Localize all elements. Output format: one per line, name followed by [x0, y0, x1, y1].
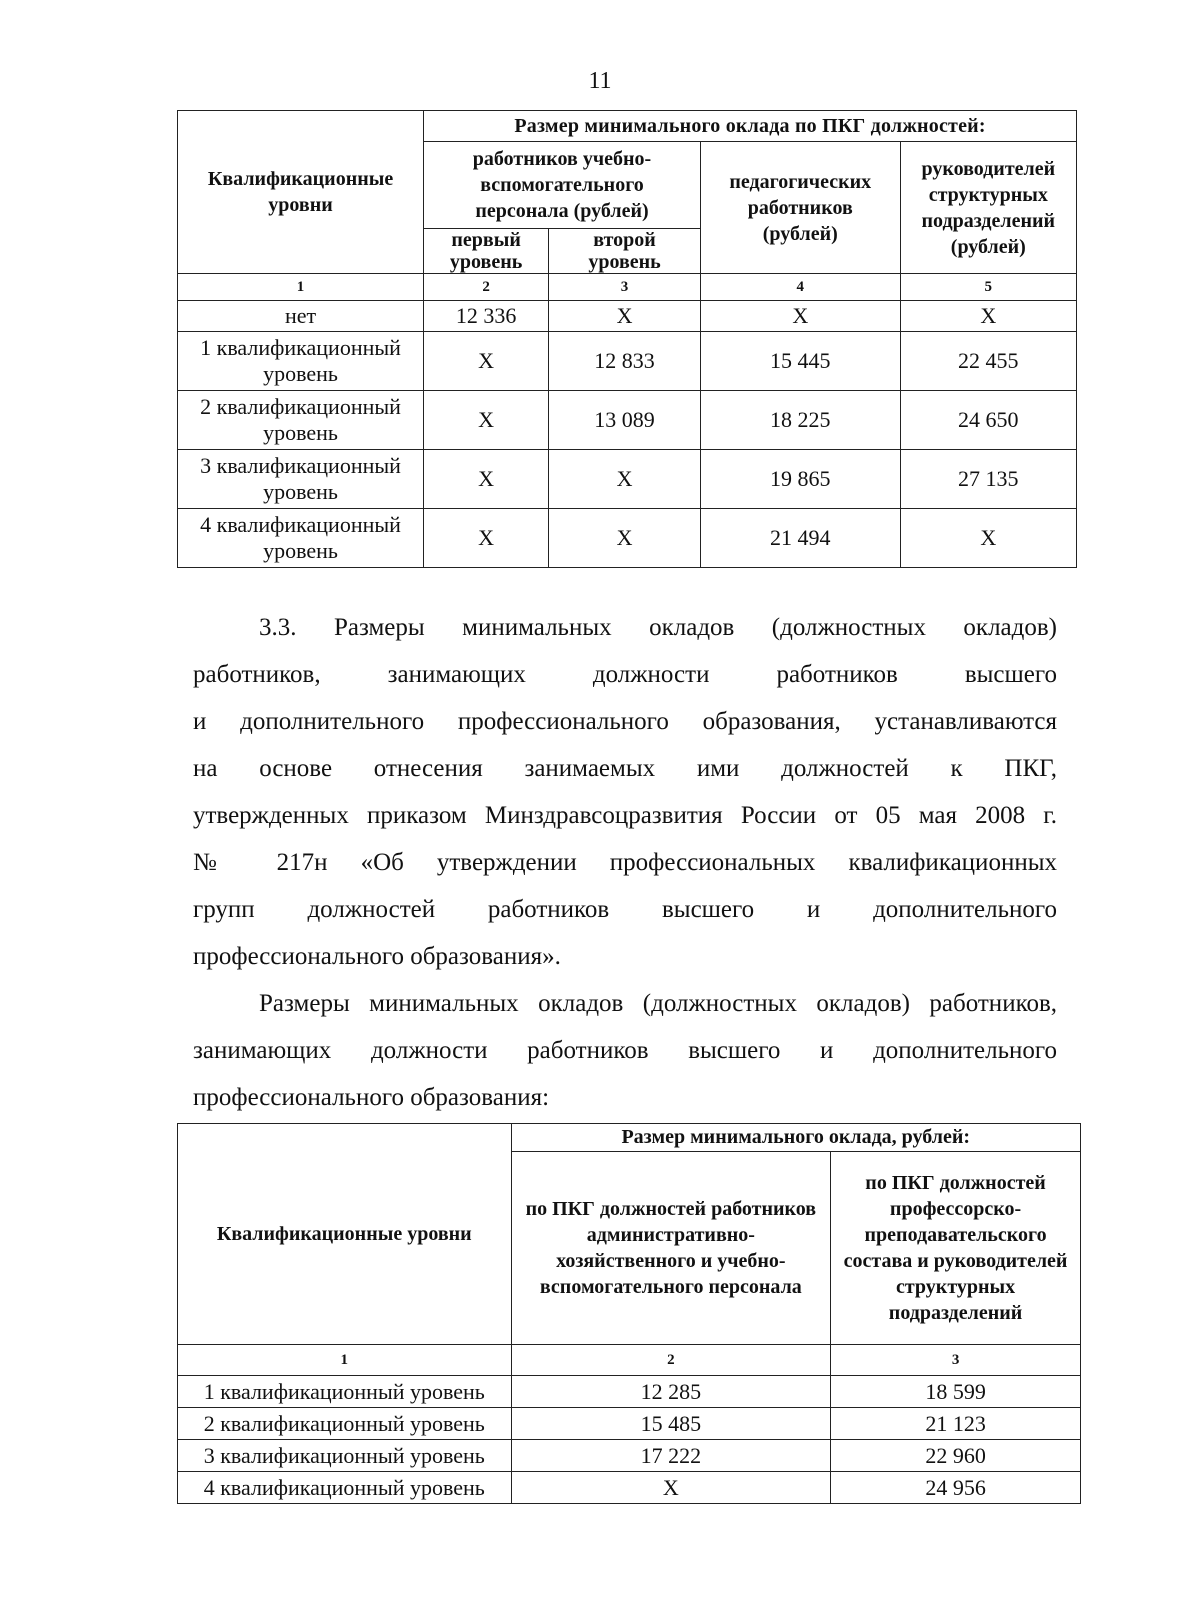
row-label: 4 квалификационный уровень — [178, 509, 424, 568]
header-second-level: второй уровень — [549, 229, 701, 274]
text-line: занимающих должности работников высшего и дополнительного — [193, 1037, 1057, 1064]
table-row — [178, 1408, 1081, 1440]
header-faculty: по ПКГ должностей профессорско-преподавательского состава и руководителей структурных подразделений — [831, 1152, 1081, 1345]
cell-value: Х — [511, 1472, 831, 1504]
text-line: работников, занимающих должности работников высшего — [193, 661, 1057, 688]
cell-value: 22 960 — [831, 1440, 1081, 1472]
row-label: 4 квалификационный уровень — [178, 1472, 512, 1504]
table-row — [178, 1376, 1081, 1408]
cell-value: Х — [424, 332, 549, 391]
text-line: 3.3. Размеры минимальных окладов (должностных окладов) — [259, 614, 1057, 641]
table-row — [178, 301, 1077, 332]
table-row — [178, 450, 1077, 509]
cell-value: 24 650 — [900, 391, 1076, 450]
salary-table-higher-education — [177, 1123, 1081, 1504]
cell-value: Х — [424, 509, 549, 568]
text-line: групп должностей работников высшего и дополнительного — [193, 896, 1057, 923]
cell-value: Х — [700, 301, 900, 332]
cell-value: 13 089 — [549, 391, 701, 450]
cell-value: Х — [900, 301, 1076, 332]
table-row — [178, 1472, 1081, 1504]
row-label: 1 квалификационный уровень — [178, 332, 424, 391]
header-first-level: первый уровень — [424, 229, 549, 274]
column-number: 2 — [511, 1345, 831, 1376]
cell-value: 18 599 — [831, 1376, 1081, 1408]
row-label: 1 квалификационный уровень — [178, 1376, 512, 1408]
cell-value: 21 494 — [700, 509, 900, 568]
cell-value: Х — [549, 450, 701, 509]
cell-value: Х — [424, 391, 549, 450]
text-line: на основе отнесения занимаемых ими должностей к ПКГ, — [193, 755, 1057, 782]
cell-value: 18 225 — [700, 391, 900, 450]
cell-value: 12 285 — [511, 1376, 831, 1408]
text-line: профессионального образования». — [193, 943, 561, 970]
cell-value: 24 956 — [831, 1472, 1081, 1504]
column-number: 3 — [549, 274, 701, 301]
column-number: 1 — [178, 274, 424, 301]
column-number: 1 — [178, 1345, 512, 1376]
header-heads: руководителей структурных подразделений (рублей) — [900, 142, 1076, 274]
table-row — [178, 509, 1077, 568]
salary-table-support-staff — [177, 110, 1077, 568]
cell-value: Х — [549, 509, 701, 568]
cell-value: 12 336 — [424, 301, 549, 332]
cell-value: 22 455 — [900, 332, 1076, 391]
row-label: 3 квалификационный уровень — [178, 450, 424, 509]
header-main: Размер минимального оклада, рублей: — [511, 1124, 1080, 1152]
table-row — [178, 332, 1077, 391]
page-number: 11 — [588, 68, 612, 94]
table-row — [178, 391, 1077, 450]
header-main: Размер минимального оклада по ПКГ должностей: — [424, 111, 1077, 142]
text-line: и дополнительного профессионального образования, устанавливаются — [193, 708, 1057, 735]
text-line: Размеры минимальных окладов (должностных окладов) работников, — [259, 990, 1057, 1017]
column-number: 3 — [831, 1345, 1081, 1376]
header-levels: Квалификационные уровни — [178, 1124, 512, 1345]
table-row — [178, 1440, 1081, 1472]
cell-value: 12 833 — [549, 332, 701, 391]
cell-value: 19 865 — [700, 450, 900, 509]
cell-value: Х — [900, 509, 1076, 568]
cell-value: 21 123 — [831, 1408, 1081, 1440]
cell-value: Х — [549, 301, 701, 332]
header-support-staff: работников учебно-вспомогательного персонала (рублей) — [424, 142, 701, 229]
cell-value: 15 485 — [511, 1408, 831, 1440]
row-label: нет — [178, 301, 424, 332]
row-label: 3 квалификационный уровень — [178, 1440, 512, 1472]
cell-value: Х — [424, 450, 549, 509]
text-line: № 217н «Об утверждении профессиональных квалификационных — [193, 849, 1057, 876]
text-line: утвержденных приказом Минздравсоцразвития России от 05 мая 2008 г. — [193, 802, 1057, 829]
header-levels: Квалификационные уровни — [178, 111, 424, 274]
cell-value: 15 445 — [700, 332, 900, 391]
cell-value: 27 135 — [900, 450, 1076, 509]
row-label: 2 квалификационный уровень — [178, 391, 424, 450]
text-line: профессионального образования: — [193, 1084, 550, 1111]
header-pedagogic: педагогических работников (рублей) — [700, 142, 900, 274]
row-label: 2 квалификационный уровень — [178, 1408, 512, 1440]
column-number: 4 — [700, 274, 900, 301]
column-number: 5 — [900, 274, 1076, 301]
cell-value: 17 222 — [511, 1440, 831, 1472]
column-number: 2 — [424, 274, 549, 301]
header-admin-staff: по ПКГ должностей работников административно-хозяйственного и учебно-вспомогательного персонала — [511, 1152, 831, 1345]
